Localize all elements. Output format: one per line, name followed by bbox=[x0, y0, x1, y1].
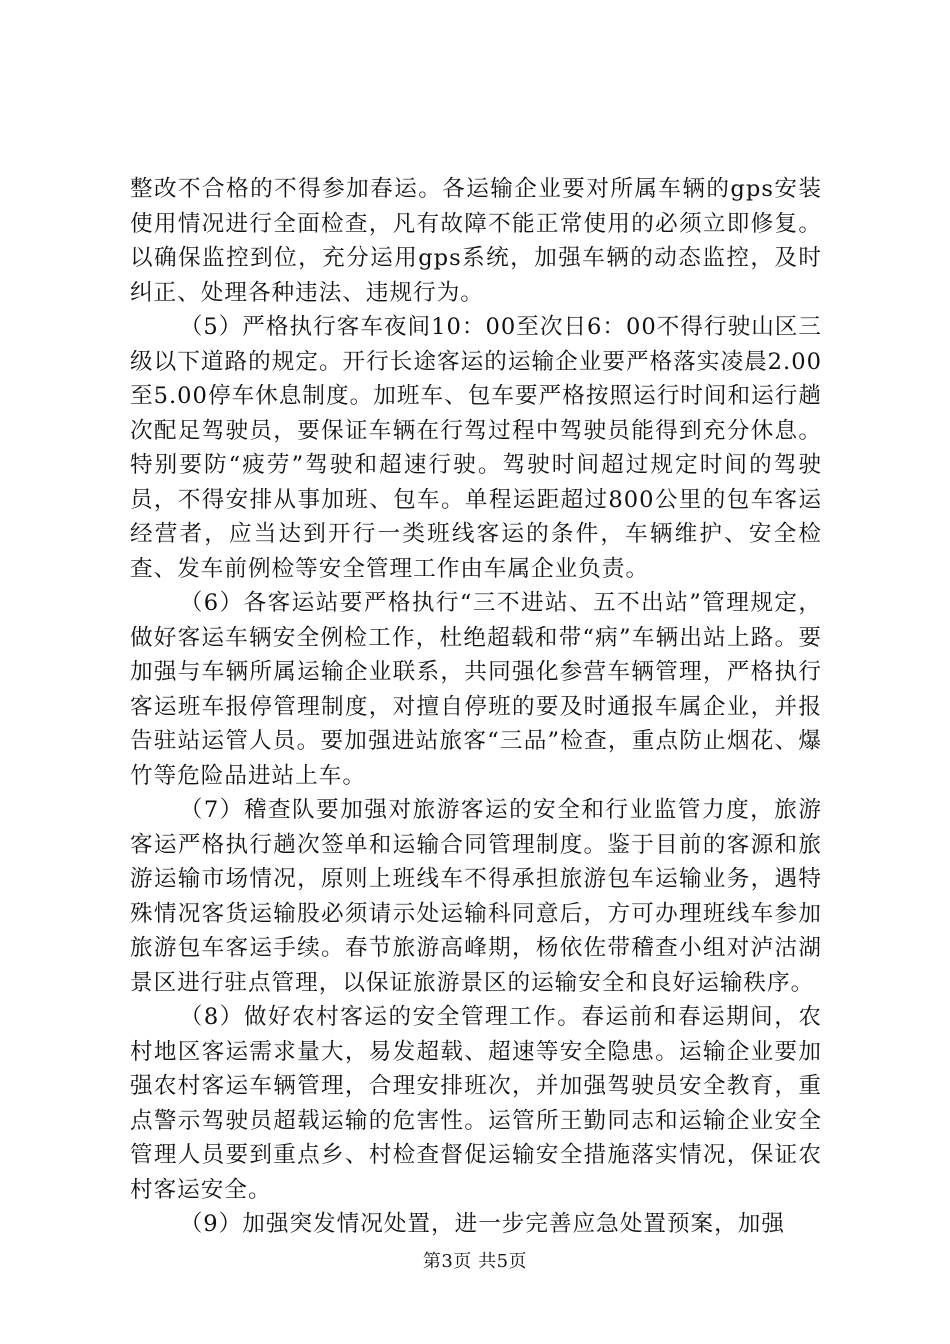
paragraph-continuation: 整改不合格的不得参加春运。各运输企业要对所属车辆的gps安装使用情况进行全面检查，凡有故障不能正常使用的必须立即修复。以确保监控到位，充分运用gps系统，加强车辆的动态监控，及时纠正、处理各种违法、违规行为。 bbox=[130, 176, 822, 306]
page-number-footer: 第3页 共5页 bbox=[422, 1251, 528, 1272]
paragraph-item-5: （5）严格执行客车夜间10：00至次日6：00不得行驶山区三级以下道路的规定。开行长途客运的运输企业要严格落实凌晨2.00至5.00停车休息制度。加班车、包车要严格按照运行时间和运行趟次配足驾驶员，要保证车辆在行驾过程中驾驶员能得到充分休息。特别要防“疲劳”驾驶和超速行驶。驾驶时间超过规定时间的驾驶员，不得安排从事加班、包车。单程运距超过800公里的包车客运经营者，应当达到开行一类班线客运的条件，车辆维护、安全检查、发车前例检等安全管理工作由车属企业负责。 bbox=[130, 314, 822, 582]
paragraph-item-7: （7）稽查队要加强对旅游客运的安全和行业监管力度，旅游客运严格执行趟次签单和运输合同管理制度。鉴于目前的客源和旅游运输市场情况，原则上班线车不得承担旅游包车运输业务，遇特殊情况客货运输股必须请示处运输科同意后，方可办理班线车参加旅游包车客运手续。春节旅游高峰期，杨依佐带稽查小组对泸沽湖景区进行驻点管理，以保证旅游景区的运输安全和良好运输秩序。 bbox=[130, 797, 822, 996]
document-body bbox=[130, 172, 822, 1242]
paragraph-item-6: （6）各客运站要严格执行“三不进站、五不出站”管理规定，做好客运车辆安全例检工作，杜绝超载和带“病”车辆出站上路。要加强与车辆所属运输企业联系，共同强化参营车辆管理，严格执行客运班车报停管理制度，对擅自停班的要及时通报车属企业，并报告驻站运管人员。要加强进站旅客“三品”检查，重点防止烟花、爆竹等危险品进站上车。 bbox=[130, 590, 822, 789]
paragraph-item-9: （9）加强突发情况处置，进一步完善应急处置预案，加强 bbox=[179, 1211, 785, 1237]
paragraph-item-8: （8）做好农村客运的安全管理工作。春运前和春运期间，农村地区客运需求量大，易发超载、超速等安全隐患。运输企业要加强农村客运车辆管理，合理安排班次，并加强驾驶员安全教育，重点警示驾驶员超载运输的危害性。运管所王勤同志和运输企业安全管理人员要到重点乡、村检查督促运输安全措施落实情况，保证农村客运安全。 bbox=[130, 1004, 822, 1203]
